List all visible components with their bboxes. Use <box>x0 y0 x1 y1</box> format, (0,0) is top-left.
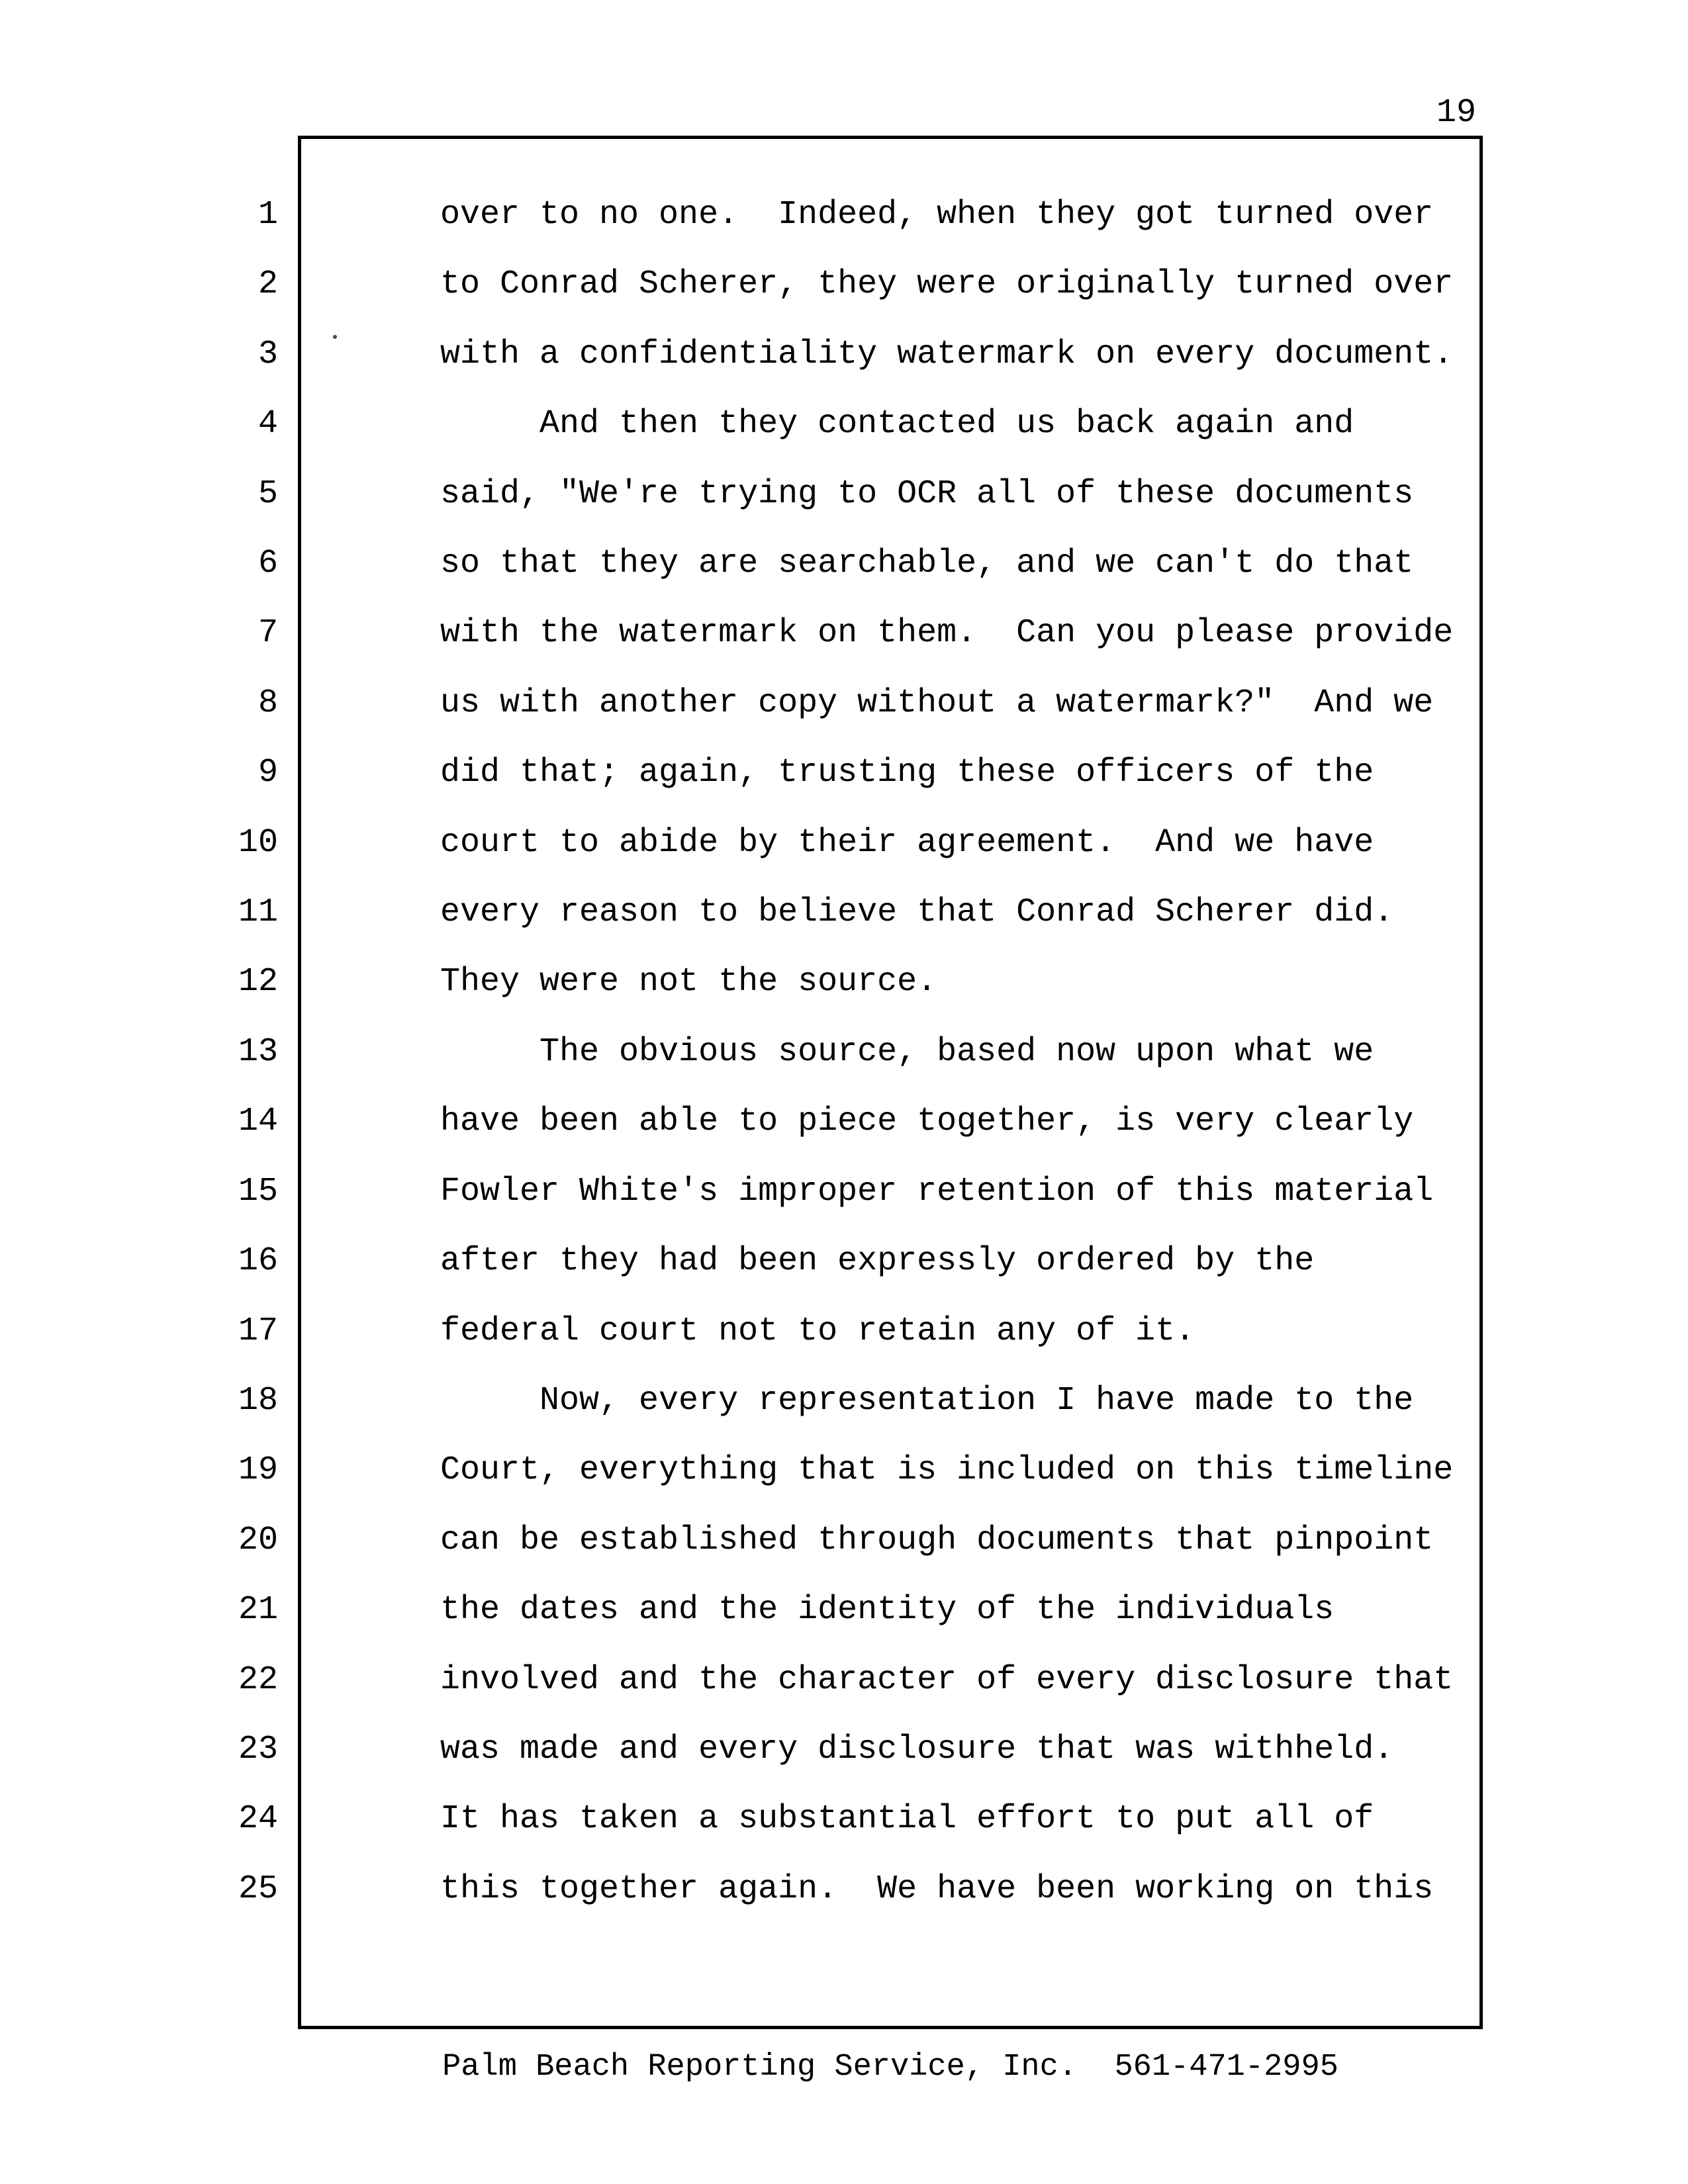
transcript-line: to Conrad Scherer, they were originally turned over <box>440 265 1454 304</box>
transcript-line: have been able to piece together, is very clearly <box>440 1103 1414 1141</box>
line-number: 5 <box>258 475 278 513</box>
transcript-line: It has taken a substantial effort to put all of <box>440 1800 1374 1839</box>
line-number: 10 <box>238 823 278 862</box>
transcript-line: They were not the source. <box>440 963 937 1001</box>
transcript-line: was made and every disclosure that was withheld. <box>440 1730 1394 1768</box>
line-number: 11 <box>238 893 278 932</box>
line-number: 1 <box>258 196 278 234</box>
transcript-text-block <box>440 180 1499 1924</box>
transcript-line: involved and the character of every disclosure that <box>440 1661 1454 1699</box>
transcript-line: so that they are searchable, and we can't do that <box>440 545 1414 583</box>
line-number: 3 <box>258 335 278 373</box>
line-number: 15 <box>238 1172 278 1210</box>
transcript-line: every reason to believe that Conrad Scherer did. <box>440 893 1394 932</box>
line-number: 16 <box>238 1242 278 1281</box>
stray-ink-dot <box>333 335 337 339</box>
transcript-line: court to abide by their agreement. And we have <box>440 823 1374 862</box>
line-number: 4 <box>258 405 278 443</box>
transcript-line: Fowler White's improper retention of this material <box>440 1172 1434 1210</box>
transcript-line: federal court not to retain any of it. <box>440 1312 1196 1350</box>
line-number: 24 <box>238 1800 278 1839</box>
line-number: 13 <box>238 1032 278 1071</box>
line-number: 7 <box>258 614 278 653</box>
line-number: 25 <box>238 1870 278 1908</box>
line-number: 9 <box>258 754 278 792</box>
line-number: 20 <box>238 1521 278 1559</box>
transcript-line: said, "We're trying to OCR all of these documents <box>440 475 1414 513</box>
line-number: 22 <box>238 1661 278 1699</box>
line-number: 18 <box>238 1381 278 1420</box>
transcript-line: with a confidentiality watermark on every document. <box>440 335 1454 373</box>
line-number: 12 <box>238 963 278 1001</box>
transcript-line: over to no one. Indeed, when they got turned over <box>440 196 1434 234</box>
line-number-column <box>0 180 278 1924</box>
line-number: 21 <box>238 1591 278 1629</box>
page-number: 19 <box>1436 94 1477 132</box>
transcript-line: Now, every representation I have made to the <box>440 1381 1414 1420</box>
transcript-line: after they had been expressly ordered by the <box>440 1242 1315 1281</box>
transcript-line: us with another copy without a watermark?" And we <box>440 684 1434 722</box>
reporter-footer: Palm Beach Reporting Service, Inc. 561-471-2995 <box>442 2050 1338 2085</box>
transcript-line: The obvious source, based now upon what we <box>440 1032 1374 1071</box>
line-number: 14 <box>238 1103 278 1141</box>
line-number: 23 <box>238 1730 278 1768</box>
transcript-line: can be established through documents that pinpoint <box>440 1521 1434 1559</box>
transcript-line: with the watermark on them. Can you please provide <box>440 614 1454 653</box>
line-number: 6 <box>258 545 278 583</box>
line-number: 17 <box>238 1312 278 1350</box>
transcript-line: And then they contacted us back again and <box>440 405 1354 443</box>
line-number: 19 <box>238 1451 278 1490</box>
transcript-line: Court, everything that is included on this timeline <box>440 1451 1454 1490</box>
line-number: 2 <box>258 265 278 304</box>
transcript-line: the dates and the identity of the individuals <box>440 1591 1335 1629</box>
transcript-line: did that; again, trusting these officers of the <box>440 754 1374 792</box>
line-number: 8 <box>258 684 278 722</box>
transcript-line: this together again. We have been working on this <box>440 1870 1434 1908</box>
